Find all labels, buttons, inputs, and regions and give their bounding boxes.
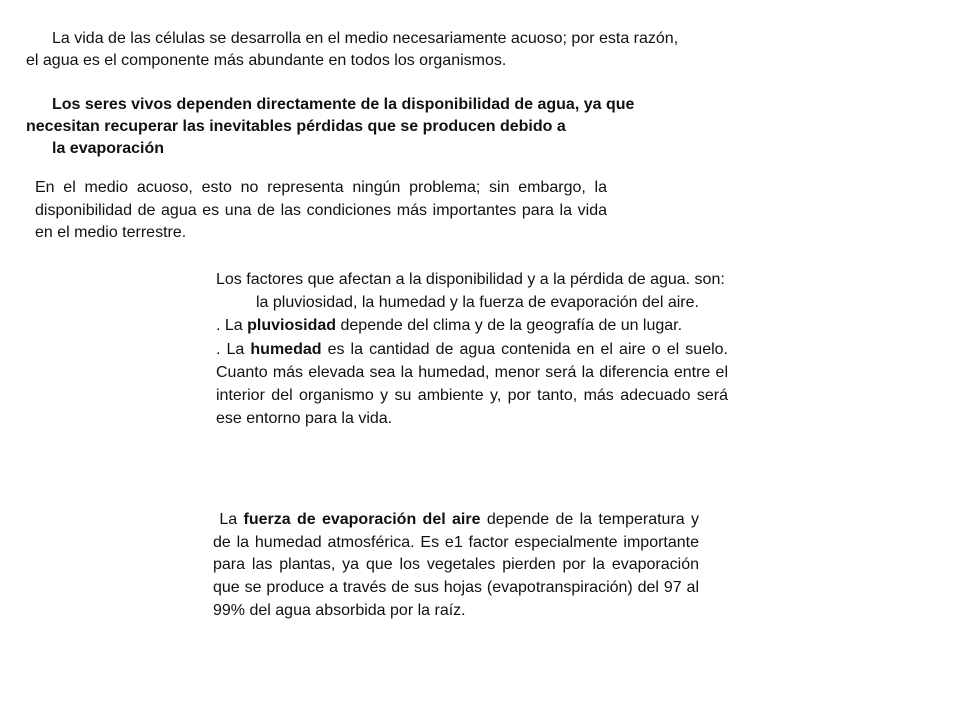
intro-paragraph — [26, 28, 806, 72]
factors-list-text: la pluviosidad, la humedad y la fuerza de evaporación del aire. — [256, 294, 699, 312]
pluviosidad-item — [216, 314, 728, 337]
humedad-term: humedad — [250, 340, 322, 358]
intro-line-2: el agua es el componente más abundante en todos los organismos. — [26, 52, 507, 69]
pluviosidad-prefix: . La — [216, 317, 248, 335]
evaporation-paragraph — [213, 509, 699, 623]
bold-line-1: Los seres vivos dependen directamente de la disponibilidad de agua, ya que — [52, 96, 635, 113]
humedad-item — [216, 338, 728, 431]
evaporation-rest: depende de la temperatura y de la humedad atmosférica. Es e1 factor especialmente importante para las plantas, ya que los vegetales pierden por la evaporación que se produce a través de sus hojas (evapotranspiración) del 97 al 99% del agua absorbida por la raíz. — [213, 511, 700, 619]
bold-line-2: necesitan recuperar las inevitables pérdidas que se producen debido a — [26, 118, 566, 135]
pluviosidad-term: pluviosidad — [247, 317, 337, 335]
bold-paragraph — [26, 94, 786, 160]
factors-list — [216, 291, 728, 314]
bold-line-3: la evaporación — [52, 140, 165, 157]
humedad-prefix: . La — [216, 340, 251, 358]
aquatic-paragraph — [35, 177, 607, 245]
factors-intro: Los factores que afectan a la disponibilidad y a la pérdida de agua. son: — [216, 271, 725, 288]
humedad-text: es la cantidad de agua contenida en el aire o el suelo. Cuanto más elevada sea la humedad, menor será la diferencia entre el interior del organismo y su ambiente y, por tanto, más adecuado será ese entorno para la vida. — [216, 340, 728, 428]
pluviosidad-text: depende del clima y de la geografía de un lugar. — [336, 317, 683, 335]
intro-line-1: La vida de las células se desarrolla en el medio necesariamente acuoso; por esta razón, — [52, 30, 679, 47]
evaporation-prefix: La — [219, 511, 244, 528]
evaporation-text — [213, 509, 699, 623]
aquatic-text: En el medio acuoso, esto no representa ningún problema; sin embargo, la disponibilidad de agua es una de las condiciones más importantes para la vida en el medio terrestre. — [35, 179, 607, 241]
factors-paragraph — [216, 268, 728, 430]
evaporation-term: fuerza de evaporación del aire — [243, 511, 481, 528]
